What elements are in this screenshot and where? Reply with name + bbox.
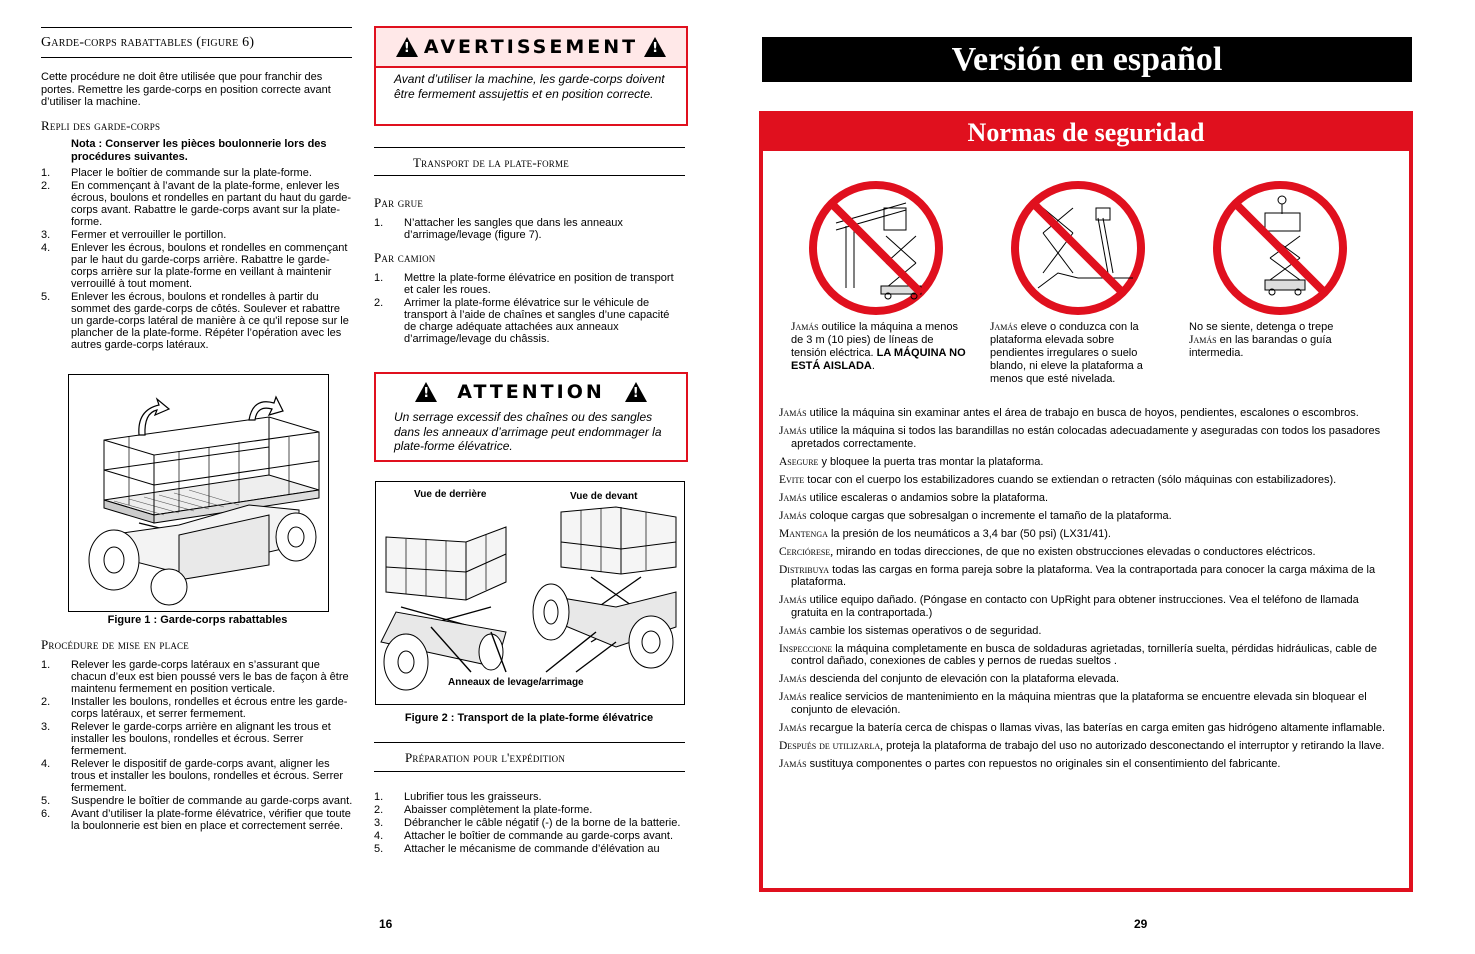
banner-title: Versión en español [951,40,1223,78]
list-item: 6. Avant d’utiliser la plate-forme élévatrice, vérifier que toute la boulonnerie est bien en place et correctement serrée. [41,808,351,832]
list-item: Después de utilizarla, proteja la plataforma de trabajo del uso no autorizado desconectando el interruptor y retirando la llave. [779,739,1385,752]
list-item: 4. Relever le dispositif de garde-corps avant, aligner les trous et installer les boulons, rondelles et écrous. Serrer fermement. [41,758,344,794]
attention-box [374,372,688,462]
figure-2-caption: Figure 2 : Transport de la plate-forme élévatrice [404,712,654,724]
warning-triangle-icon [415,382,437,402]
list-item: Jamás descienda del conjunto de elevación con la plataforma elevada. [779,673,1120,685]
section-title-garde-corps: Garde-corps rabattables (figure 6) [41,35,255,50]
list-item: 4. Enlever les écrous, boulons et rondelles en commençant par le haut du garde-corps arrière. Rabattre le garde-corps arrière sur la plate-forme en veillant à maintenir verrouillé à tout moment. [41,242,348,290]
list-item: Evite tocar con el cuerpo los estabilizadores cuando se extiendan o retracten (sólo máquinas con estabilizadores). [779,473,1337,486]
list-item: 1. Mettre la plate-forme élévatrice en position de transport et caler les roues. [374,272,674,296]
list-item: 3. Débrancher le câble négatif (-) de la borne de la batterie. [374,817,681,829]
no-climbing-rails-icon [1210,178,1350,318]
warning-triangle-icon [644,37,666,57]
list-item: Jamás cambie los sistemas operativos o de seguridad. [779,624,1042,637]
list-item: 1. Relever les garde-corps latéraux en s’assurant que chacun d’eux est bien poussé vers le bas de façon à être maintenu fermement en position verticale. [41,659,349,695]
list-item: Jamás utilice la máquina si todos las barandillas no están colocadas adecuadamente y aseguradas con todos los pasadores apretados correctamente. [779,425,1381,450]
subheading-repli: Repli des garde-corps [41,118,161,133]
version-banner [762,37,1412,82]
list-item: 1. Placer le boîtier de commande sur la plate-forme. [41,167,312,179]
figure-1-image [68,374,329,612]
transport-views-illustration [376,482,684,704]
safety-title: Normas de seguridad [967,118,1205,147]
list-item: Jamás utilice la máquina sin examinar antes el área de trabajo en busca de hoyos, pendientes, escalones o escombros. [779,407,1359,419]
fig2-label-front: Vue de devant [570,491,638,502]
list-item: 2. Arrimer la plate-forme élévatrice sur le véhicule de transport à l’aide de chaînes et sangles d’une capacité de charge adéquate attachées aux anneaux d’arrimage/levage du châssis. [374,297,670,345]
attention-text: Un serrage excessif des chaînes ou des sangles dans les anneaux d’arrimage peut endommager la plate-forme élévatrice. [394,410,662,453]
list-item: 5. Enlever les écrous, boulons et rondelles à partir du sommet des garde-corps de côtés. Soulever et rabattre un garde-corps latéral de manière à ce qu'il repose sur le plancher de la plate-forme. Répéter l’opération avec les autres garde-corps latéraux. [41,291,349,351]
figure-2-image [375,481,685,705]
subheading-par-grue: Par grue [374,195,424,210]
list-item: Distribuya todas las cargas en forma pareja sobre la plataforma. Vea la contraportada para conocer la carga máxima de la plataforma. [779,563,1376,588]
pictogram-text-3: No se siente, detenga o trepe Jamás en las barandas o guía intermedia. [1189,321,1334,359]
list-item: 4. Attacher le boîtier de commande au garde-corps avant. [374,830,674,842]
subheading-procedure: Procédure de mise en place [41,637,189,652]
page-number-left: 16 [379,917,393,931]
list-item: Jamás recargue la batería cerca de chispas o llamas vivas, las baterías en carga emiten gas hidrógeno altamente inflamable. [779,721,1386,734]
procedure-steps-list [41,659,353,833]
fig2-label-rear: Vue de derrière [414,489,487,500]
nota: Nota : Conserver les pièces boulonnerie lors des procédures suivantes. [71,138,327,163]
list-item: Jamás coloque cargas que sobresalgan o incremente el tamaño de la plataforma. [779,509,1172,522]
list-item: Jamás utilice escaleras o andamios sobre la plataforma. [779,491,1049,504]
scissor-lift-fold-rails-illustration [69,375,328,611]
list-item: 1. N’attacher les sangles que dans les anneaux d’arrimage/levage (figure 7). [374,217,623,241]
list-item: Jamás sustituya componentes o partes con repuestos no originales sin el consentimiento del fabricante. [779,757,1281,770]
list-item: 5. Suspendre le boîtier de commande au garde-corps avant. [41,795,353,807]
list-item: 3. Fermer et verrouiller le portillon. [41,229,227,241]
warning-triangle-icon [625,382,647,402]
list-item: 3. Relever le garde-corps arrière en alignant les trous et installer les boulons, rondelles et écrous. Serrer fermement. [41,721,331,757]
camion-steps-list [374,272,684,346]
avertissement-text: Avant d’utiliser la machine, les garde-corps doivent être fermement assujettis et en position correcte. [394,72,665,101]
section-title-transport: Transport de la plate-forme [413,155,569,170]
list-item: 2. En commençant à l’avant de la plate-forme, enlever les écrous, boulons et rondelles en partant du haut du garde-corps avant. Rabattre le garde-corps avant sur la plate-forme. [41,180,352,228]
safety-header [763,115,1409,151]
list-item: 2. Abaisser complètement la plate-forme. [374,804,593,816]
list-item: Jamás utilice equipo dañado. (Póngase en contacto con UpRight para obtener instrucciones. Vea el teléfono de llamada gratuita en la contraportada.) [779,594,1359,619]
pictogram-text-2: Jamás eleve o conduzca con la plataforma elevada sobre pendientes irregulares o suelo blando, ni eleve la plataforma a menos que esté nivelada. [990,321,1143,385]
attention-title: ATTENTION [457,381,605,403]
list-item: Jamás realice servicios de mantenimiento en la máquina mientras que la plataforma se encuentre elevada sin bloquear el conjunto de elevación. [779,691,1367,716]
no-power-lines-icon [806,178,946,318]
list-item: Asegure y bloquee la puerta tras montar la plataforma. [779,455,1044,468]
list-item: 1. Lubrifier tous les graisseurs. [374,791,542,803]
figure-1-caption: Figure 1 : Garde-corps rabattables [107,614,288,626]
warning-triangle-icon [396,37,418,57]
list-item: Mantenga la presión de los neumáticos a 3,4 bar (50 psi) (LX31/41). [779,527,1111,540]
list-item: 2. Installer les boulons, rondelles et écrous entre les garde-corps latéraux, et serrer fermement. [41,696,348,720]
avertissement-title: AVERTISSEMENT [423,36,639,58]
intro-paragraph: Cette procédure ne doit être utilisée que pour franchir des portes. Remettre les garde-corps en position correcte avant d’utiliser la machine. [41,71,331,108]
list-item: Inspeccione la máquina completamente en busca de soldaduras agrietadas, tornillería suelta, pérdidas hidráulicas, cable de control dañado, conexiones de cables y pernos de ruedas sueltos . [779,642,1377,667]
page-number-right: 29 [1134,917,1148,931]
grue-steps-list [374,217,674,242]
fig2-label-rings: Anneaux de levage/arrimage [448,677,584,688]
subheading-par-camion: Par camion [374,250,436,265]
pictogram-text-1: Jamás outilice la máquina a menos de 3 m (10 pies) de líneas de tensión eléctrica. LA MÁQUINA NO ESTÁ AISLADA. [791,321,966,372]
list-item: 5. Attacher le mécanisme de commande d’élévation au [374,843,660,855]
no-slope-icon [1008,178,1148,318]
repli-steps-list [41,167,353,352]
preparation-steps-list [374,791,684,856]
safety-rules-list [779,407,1387,776]
attention-header [376,374,686,410]
list-item: Cerciórese, mirando en todas direcciones, de que no existen obstrucciones elevadas o conductores eléctricos. [779,545,1316,558]
section-title-preparation: Préparation pour l'expédition [405,750,566,765]
avertissement-header [376,28,686,68]
avertissement-box [374,26,688,126]
